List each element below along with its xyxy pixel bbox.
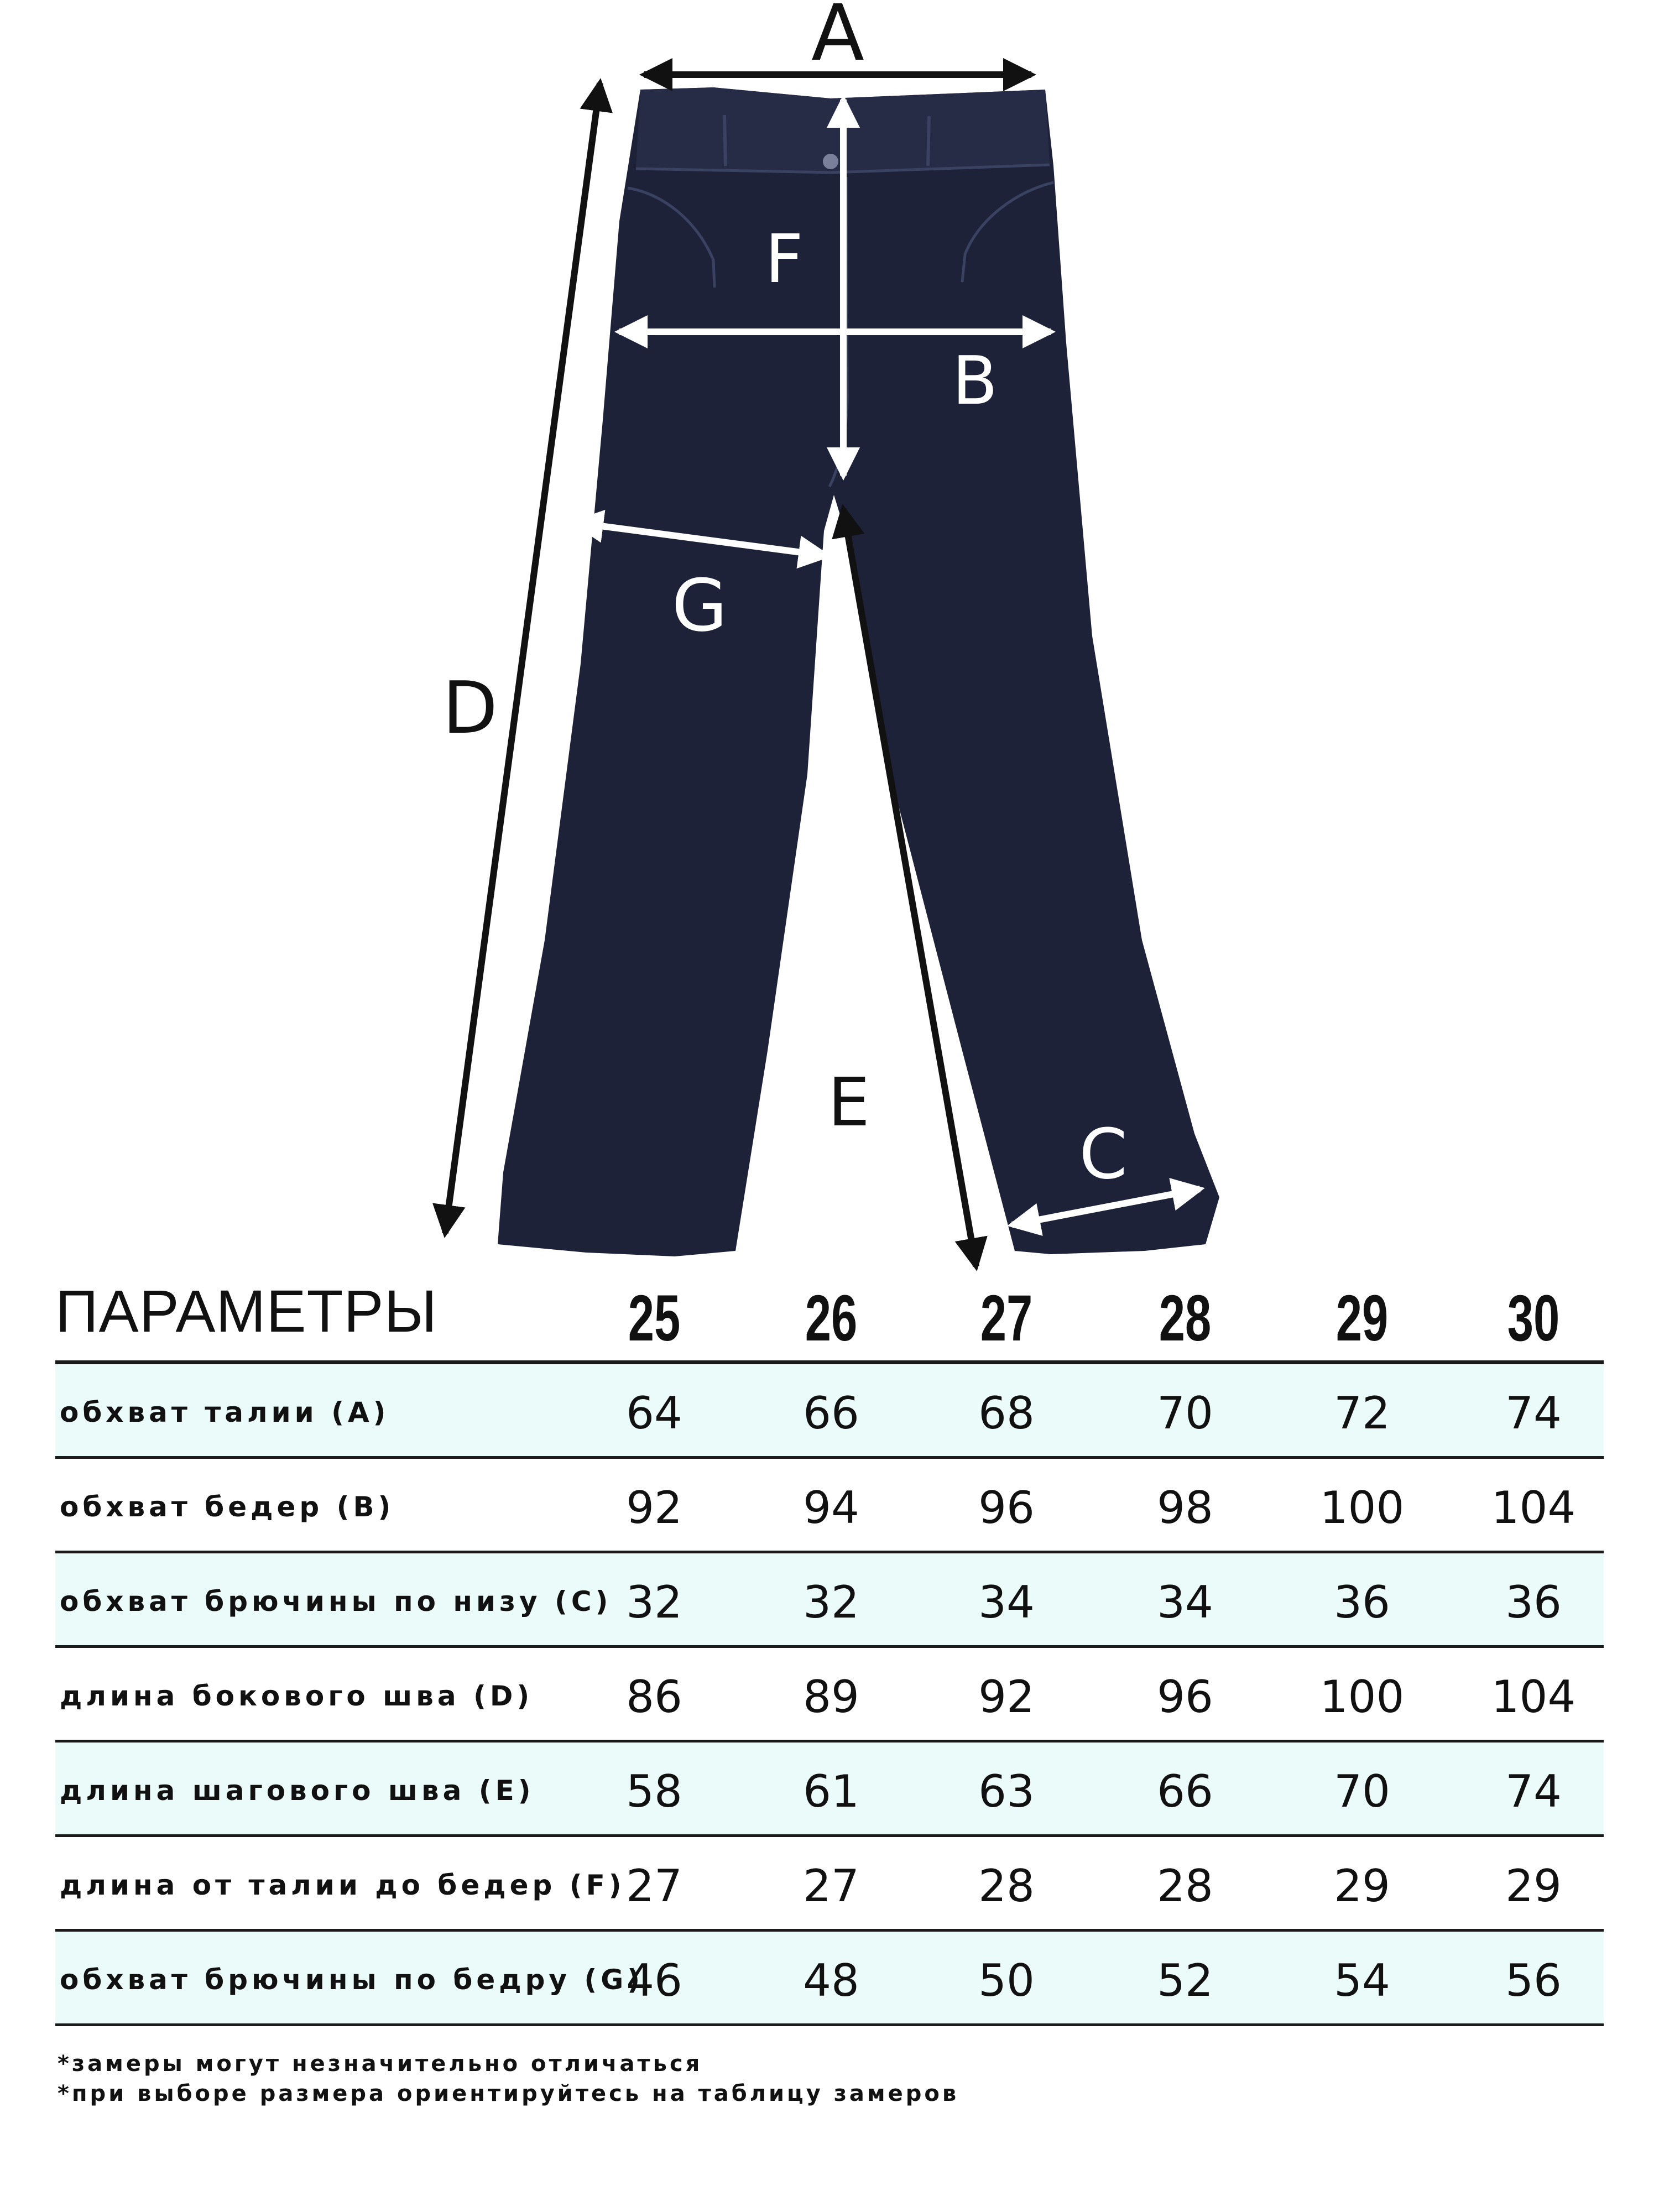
belt-loop-right <box>928 116 929 166</box>
table-cell: 70 <box>1334 1766 1390 1817</box>
size-header-29: 29 <box>1335 1282 1389 1355</box>
table-cell: 61 <box>803 1766 859 1817</box>
label-waist-a: A <box>811 0 864 79</box>
table-cell: 92 <box>626 1482 682 1533</box>
table-cell: 96 <box>1157 1671 1213 1723</box>
table-cell: 46 <box>626 1955 682 2006</box>
table-cell: 50 <box>978 1955 1035 2006</box>
table-cell: 74 <box>1505 1387 1562 1439</box>
table-cell: 36 <box>1334 1577 1390 1628</box>
table-cell: 104 <box>1491 1482 1576 1533</box>
label-hips-b: B <box>952 343 998 420</box>
label-thigh-g: G <box>671 564 728 648</box>
table-cell: 92 <box>978 1671 1035 1723</box>
waist-button <box>823 154 838 169</box>
table-cell: 100 <box>1319 1482 1405 1533</box>
table-row <box>55 1648 1604 1743</box>
table-cell: 74 <box>1505 1766 1562 1817</box>
size-header-26: 26 <box>805 1282 858 1355</box>
table-cell: 98 <box>1157 1482 1213 1533</box>
table-cell: 48 <box>803 1955 859 2006</box>
table-cell: 27 <box>626 1860 682 1912</box>
table-cell: 29 <box>1334 1860 1390 1912</box>
table-cell: 89 <box>803 1671 859 1723</box>
row-label: обхват талии (A) <box>60 1396 390 1428</box>
table-title: ПАРАМЕТРЫ <box>55 1277 438 1344</box>
row-label: длина бокового шва (D) <box>60 1680 534 1712</box>
label-rise-f: F <box>765 221 804 298</box>
table-cell: 52 <box>1157 1955 1213 2006</box>
size-header-30: 30 <box>1507 1282 1560 1355</box>
table-cell: 72 <box>1334 1387 1390 1439</box>
table-cell: 36 <box>1505 1577 1562 1628</box>
row-label: обхват брючины по низу (C) <box>60 1585 612 1618</box>
label-inseam-e: E <box>828 1065 870 1141</box>
table-cell: 96 <box>978 1482 1035 1533</box>
table-row <box>55 1932 1604 2026</box>
table-cell: 100 <box>1319 1671 1405 1723</box>
table-row <box>55 1459 1604 1553</box>
table-cell: 66 <box>803 1387 859 1439</box>
size-header-25: 25 <box>628 1282 681 1355</box>
belt-loop-left <box>724 115 726 166</box>
row-label: обхват брючины по бедру (G) <box>60 1964 644 1996</box>
footnote-measurements: *замеры могут незначительно отличаться <box>58 2051 703 2077</box>
table-cell: 32 <box>626 1577 682 1628</box>
row-label: длина от талии до бедер (F) <box>60 1869 625 1901</box>
footnotes <box>58 2049 959 2109</box>
table-cell: 34 <box>978 1577 1035 1628</box>
table-cell: 27 <box>803 1860 859 1912</box>
table-cell: 54 <box>1334 1955 1390 2006</box>
table-cell: 32 <box>803 1577 859 1628</box>
table-cell: 64 <box>626 1387 682 1439</box>
size-table <box>55 1266 1604 2026</box>
row-label: длина шагового шва (E) <box>60 1775 535 1807</box>
table-row <box>55 1837 1604 1932</box>
table-row <box>55 1553 1604 1648</box>
table-cell: 34 <box>1157 1577 1213 1628</box>
size-header-27: 27 <box>980 1282 1033 1355</box>
table-cell: 68 <box>978 1387 1035 1439</box>
table-cell: 70 <box>1157 1387 1213 1439</box>
table-cell: 29 <box>1505 1860 1562 1912</box>
table-cell: 63 <box>978 1766 1035 1817</box>
table-cell: 86 <box>626 1671 682 1723</box>
size-header-28: 28 <box>1159 1282 1212 1355</box>
table-cell: 94 <box>803 1482 859 1533</box>
table-header-row <box>55 1266 1604 1364</box>
label-side-seam-d: D <box>442 666 498 750</box>
table-cell: 66 <box>1157 1766 1213 1817</box>
table-cell: 28 <box>1157 1860 1213 1912</box>
table-row <box>55 1743 1604 1837</box>
table-cell: 104 <box>1491 1671 1576 1723</box>
table-cell: 28 <box>978 1860 1035 1912</box>
row-label: обхват бедер (B) <box>60 1491 395 1523</box>
footnote-size-guide: *при выборе размера ориентируйтесь на таблицу замеров <box>58 2081 959 2106</box>
table-cell: 58 <box>626 1766 682 1817</box>
table-cell: 56 <box>1505 1955 1562 2006</box>
label-hem-c: C <box>1079 1114 1128 1194</box>
table-row <box>55 1364 1604 1459</box>
